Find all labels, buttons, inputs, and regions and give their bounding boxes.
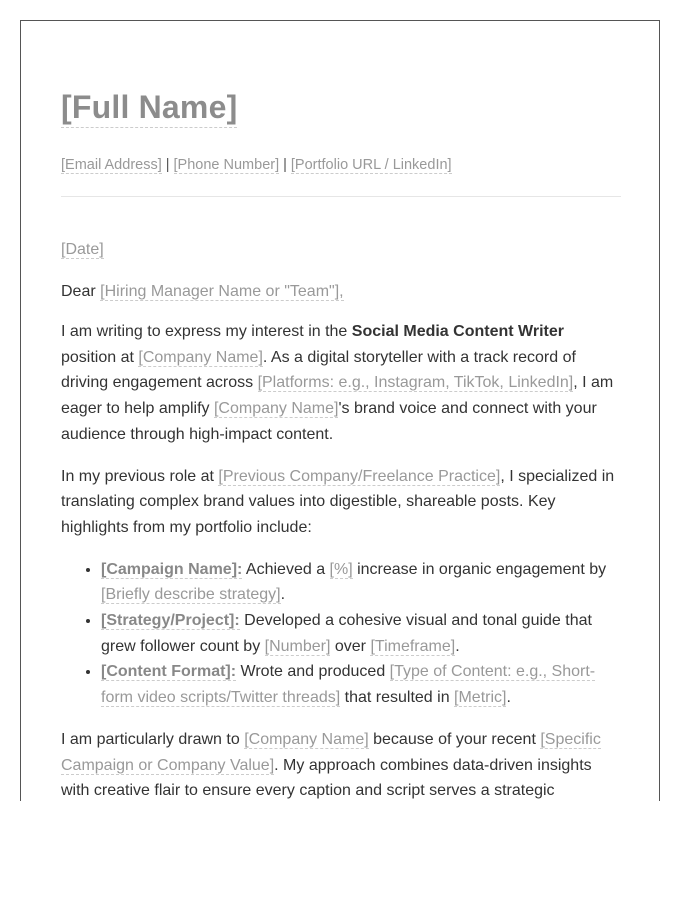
intro-text: . As a digital storyteller with a track record of driving engagement across [61,348,576,392]
role-title: Social Media Content Writer [351,323,564,340]
motivation-paragraph [61,727,621,801]
portfolio-highlights-list [61,557,621,711]
experience-paragraph [61,464,621,541]
list-item [101,608,621,659]
percent-placeholder[interactable]: [%] [329,560,353,578]
company-name-placeholder[interactable]: [Company Name] [213,400,339,418]
recipient-placeholder[interactable]: [Hiring Manager Name or "Team"], [100,283,344,300]
company-name-placeholder[interactable]: [Company Name] [244,730,369,748]
intro-paragraph [61,319,621,448]
portfolio-placeholder[interactable]: [Portfolio URL / LinkedIn] [290,157,452,173]
date-line [61,239,621,261]
platforms-placeholder[interactable]: [Platforms: e.g., Instagram, TikTok, LinkedIn] [257,374,574,392]
highlight-text: Achieved a [242,560,330,578]
intro-text: I am writing to express my interest in the [61,323,352,340]
highlight-text: that resulted in [340,689,455,707]
motivation-text: I am particularly drawn to [61,730,245,748]
name-heading-wrap [61,87,621,128]
contact-separator: | [165,157,170,173]
intro-text: , I am eager to help amplify [61,374,614,418]
motivation-text: . My approach combines data-driven insights with creative flair to ensure every caption and script serves a strategic [61,756,592,800]
document-page [20,20,660,801]
motivation-text: because of your recent [368,730,541,748]
highlight-text: Wrote and produced [236,663,390,681]
highlight-label-placeholder[interactable]: [Campaign Name]: [101,560,243,578]
highlight-text: Developed a cohesive visual and tonal guide that grew follower count by [101,612,592,655]
list-item [101,659,621,710]
number-placeholder[interactable]: [Number] [264,637,331,655]
timeframe-placeholder[interactable]: [Timeframe] [370,637,456,655]
campaign-placeholder[interactable]: [Specific Campaign or Company Value] [61,730,601,774]
phone-placeholder[interactable]: [Phone Number] [173,157,280,173]
experience-text: In my previous role at [61,467,219,485]
previous-company-placeholder[interactable]: [Previous Company/Freelance Practice] [218,467,501,485]
highlight-text: increase in organic engagement by [352,560,607,578]
salutation [61,281,621,303]
salutation-greeting: Dear [61,283,96,300]
list-item [101,557,621,608]
highlight-text: . [280,586,286,604]
strategy-placeholder[interactable]: [Briefly describe strategy] [101,586,281,604]
email-placeholder[interactable]: [Email Address] [61,157,162,173]
contact-separator: | [283,157,287,173]
metric-placeholder[interactable]: [Metric] [454,689,507,707]
cover-letter [61,87,621,801]
highlight-label-placeholder[interactable]: [Strategy/Project]: [101,612,240,630]
full-name-placeholder[interactable]: [Full Name] [61,87,237,128]
intro-text: 's brand voice and connect with your audience through high-impact content. [61,400,597,443]
company-name-placeholder[interactable]: [Company Name] [138,348,263,366]
header-divider [61,196,621,197]
intro-text: position at [61,348,139,366]
highlight-text: . [506,689,511,707]
highlight-text: over [330,637,371,655]
date-placeholder[interactable]: [Date] [61,241,104,258]
contact-line [61,156,621,174]
highlight-text: . [455,637,460,655]
content-type-placeholder[interactable]: [Type of Content: e.g., Short-form video scripts/Twitter threads] [101,663,596,707]
experience-text: , I specialized in translating complex brand values into digestible, shareable posts. Key highlights from my portfolio include: [61,467,615,536]
highlight-label-placeholder[interactable]: [Content Format]: [101,663,237,681]
